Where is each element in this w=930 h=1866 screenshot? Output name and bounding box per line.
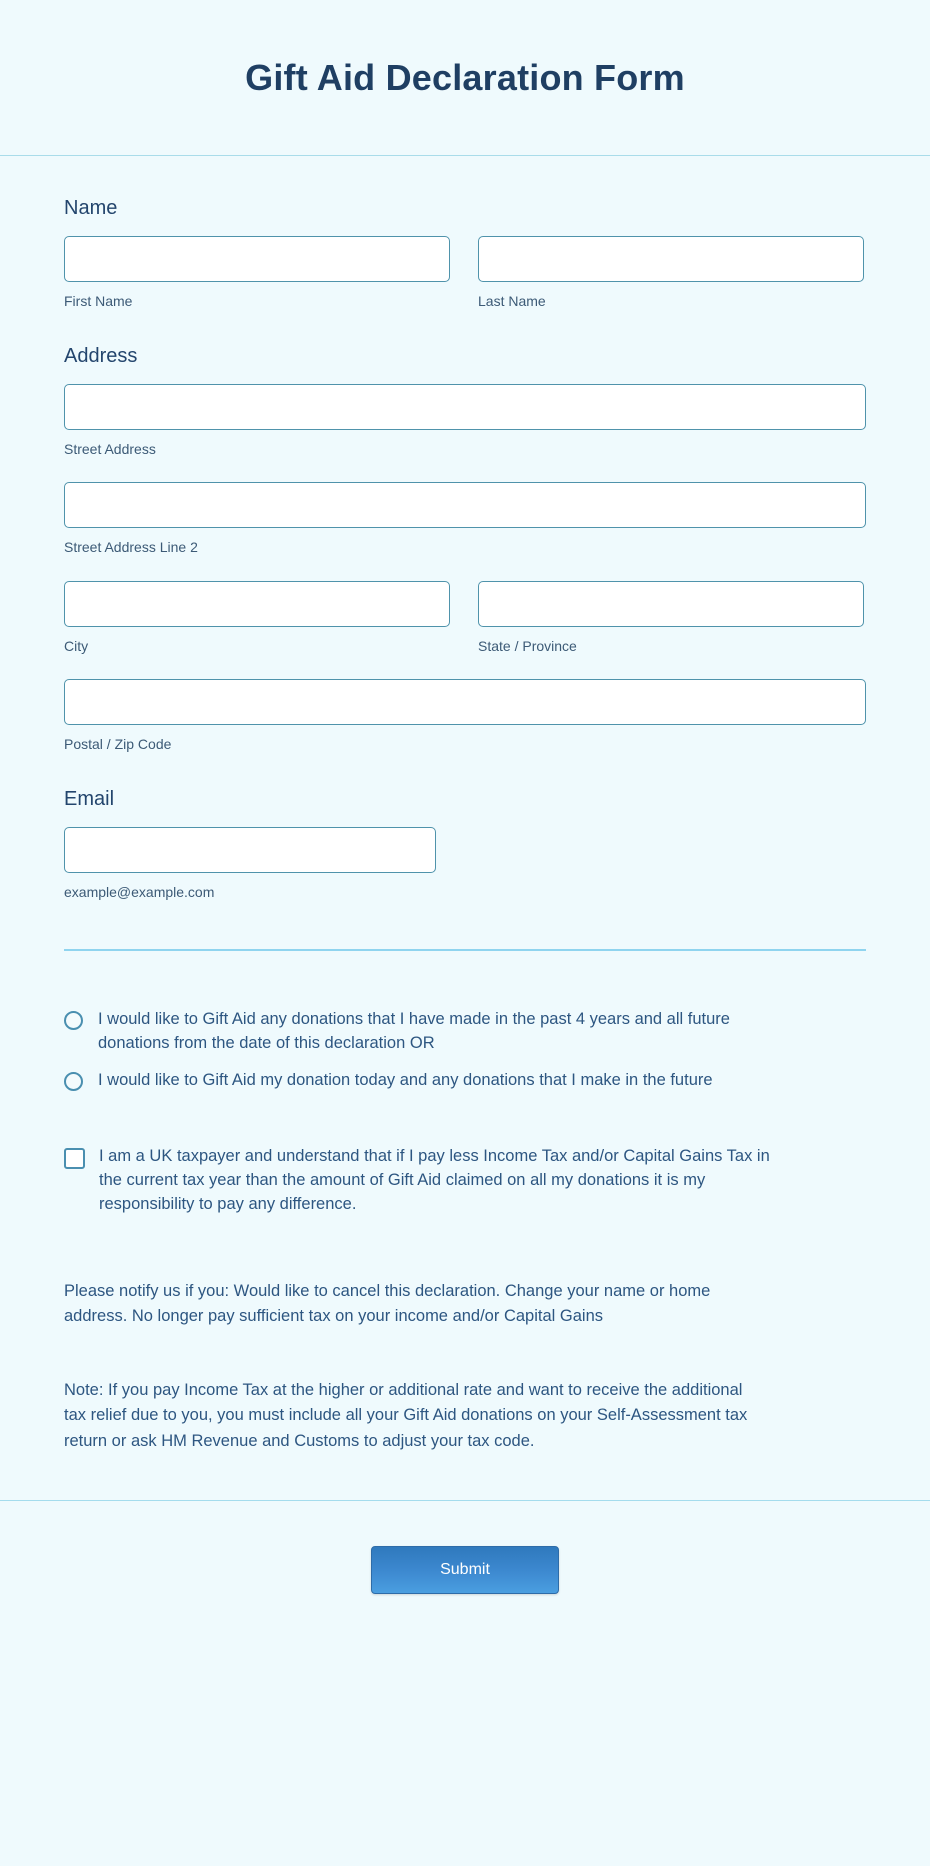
radio-option-label: I would like to Gift Aid any donations that I have made in the past 4 years and all future donations from the date of this declaration OR (98, 1010, 730, 1053)
name-group-label: Name (64, 197, 118, 219)
uk-taxpayer-checkbox-group (64, 1104, 866, 1217)
form-header (0, 0, 930, 156)
submit-button[interactable]: Submit (371, 1546, 559, 1594)
street-address-line2-input[interactable] (64, 482, 866, 528)
street-address-sublabel: Street Address (64, 441, 156, 458)
city-state-row (64, 581, 866, 655)
city-column (64, 581, 450, 655)
email-input[interactable] (64, 827, 436, 873)
street-address-line2-column (64, 482, 866, 556)
state-province-column (478, 581, 864, 655)
postal-code-sublabel: Postal / Zip Code (64, 735, 172, 752)
radio-option-past-4-years[interactable] (64, 1007, 866, 1056)
address-field-group (64, 344, 866, 753)
email-group-label: Email (64, 787, 115, 810)
name-row (64, 236, 866, 310)
radio-unchecked-icon[interactable] (64, 1072, 83, 1091)
last-name-sublabel: Last Name (478, 293, 546, 309)
page-title: Gift Aid Declaration Form (245, 56, 685, 98)
state-province-sublabel: State / Province (478, 637, 577, 654)
notify-paragraph: Please notify us if you: Would like to cancel this declaration. Change your name or home address. No longer pay sufficient tax on your income and/or Capital Gains (64, 1281, 711, 1326)
last-name-column (478, 236, 864, 310)
last-name-input[interactable] (478, 236, 864, 282)
street-address-input[interactable] (64, 384, 866, 430)
email-column (64, 827, 436, 901)
checkbox-unchecked-icon[interactable] (64, 1148, 85, 1169)
street-address-line2-sublabel: Street Address Line 2 (64, 539, 198, 556)
name-field-group (64, 196, 866, 310)
note-paragraph: Note: If you pay Income Tax at the higher or additional rate and want to receive the additional tax relief due to you, you must include all your Gift Aid donations on your Self-Assessment tax return or ask HM Revenue and Customs to adjust your tax code. (64, 1380, 748, 1450)
uk-taxpayer-checkbox-label: I am a UK taxpayer and understand that if I pay less Income Tax and/or Capital Gains Tax in the current tax year than the amount of Gift Aid claimed on all my donations it is my responsibility to pay any difference. (99, 1146, 770, 1214)
postal-code-column (64, 679, 866, 753)
gift-aid-radio-group (64, 951, 866, 1092)
uk-taxpayer-checkbox-row[interactable] (64, 1144, 866, 1217)
first-name-input[interactable] (64, 236, 450, 282)
email-field-group (64, 787, 866, 901)
address-group-label: Address (64, 345, 138, 368)
city-input[interactable] (64, 581, 450, 627)
radio-option-label: I would like to Gift Aid my donation today and any donations that I make in the future (98, 1070, 713, 1089)
radio-unchecked-icon[interactable] (64, 1011, 83, 1030)
email-sublabel: example@example.com (64, 883, 215, 900)
first-name-sublabel: First Name (64, 293, 133, 309)
postal-code-input[interactable] (64, 679, 866, 725)
first-name-column (64, 236, 450, 310)
city-sublabel: City (64, 637, 89, 654)
radio-option-today-and-future[interactable] (64, 1068, 866, 1092)
form-footer (0, 1501, 930, 1594)
form-body (0, 156, 930, 1500)
state-province-input[interactable] (478, 581, 864, 627)
street-address-column (64, 384, 866, 458)
